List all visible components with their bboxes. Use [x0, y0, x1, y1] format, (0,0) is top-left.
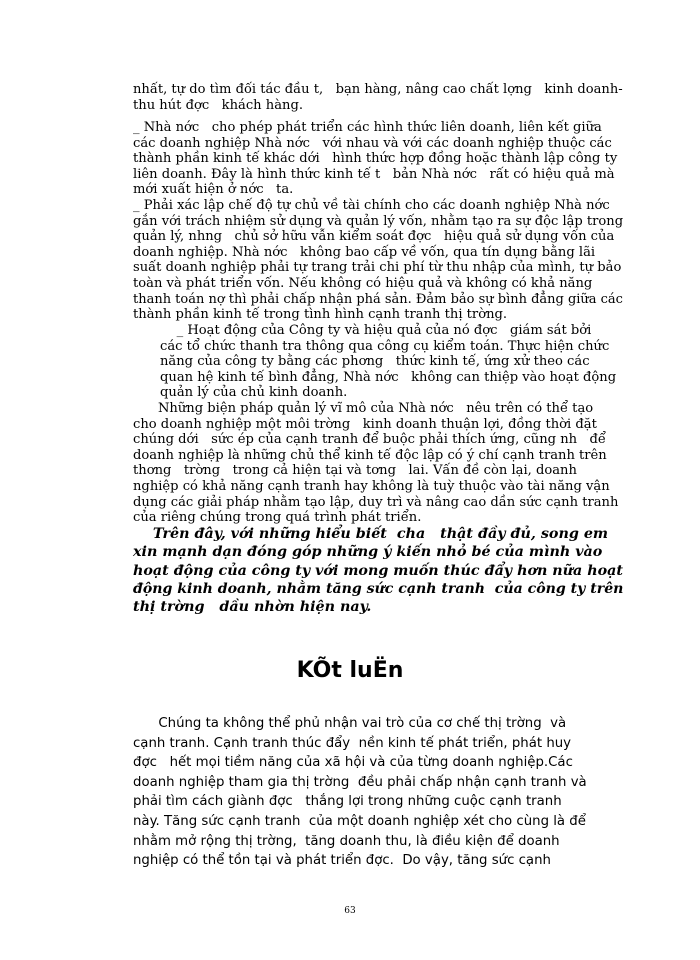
paragraph-audit-supervision [160, 323, 623, 401]
text-line: nhất, tự do tìm đối tác đầu t, bạn hàng, nâng cao chất lợng kinh doanh- [133, 82, 623, 97]
text-line: đợc hết mọi tiềm năng của xã hội và của từng doanh nghiệp.Các [133, 755, 573, 771]
text-line: _ Hoạt động của Công ty và hiệu quả của nó đợc giám sát bởi [160, 323, 592, 338]
paragraph-macro-measures [133, 401, 623, 526]
text-line: các tổ chức thanh tra thông qua công cụ kiểm toán. Thực hiện chức [160, 338, 610, 354]
closing-remarks [133, 525, 623, 616]
text-line: Trên đây, với những hiểu biết cha thật đầy đủ, song em [133, 526, 609, 542]
text-line: thanh toán nợ thì phải chấp nhận phá sản. Đảm bảo sự bình đẳng giữa các [133, 291, 623, 307]
text-line: thành phần kinh tế trong tình hình cạnh tranh thị trờng. [133, 307, 508, 323]
text-line: _ Nhà nớc cho phép phát triển các hình thức liên doanh, liên kết giữa [133, 120, 602, 135]
text-line: nhằm mở rộng thị trờng, tăng doanh thu, là điều kiện để doanh [133, 833, 560, 849]
text-line: thị trờng dầu nhờn hiện nay. [133, 599, 372, 616]
text-line: doanh nghiệp. Nhà nớc không bao cấp về vốn, qua tín dụng bằng lãi [133, 244, 596, 260]
text-line: chúng dới sức ép của cạnh tranh để buộc phải thích ứng, cũng nh để [133, 432, 606, 448]
text-line: suất doanh nghiệp phải tự trang trải chi phí từ thu nhập của mình, tự bảo [133, 260, 622, 276]
text-line: các doanh nghiệp Nhà nớc với nhau và với các doanh nghiệp thuộc các [133, 135, 612, 151]
text-line: hoạt động của công ty với mong muốn thúc đẩy hơn nữa hoạt [133, 562, 623, 579]
text-line: doanh nghiệp là những chủ thể kinh tế độc lập có ý chí cạnh tranh trên [133, 447, 607, 463]
paragraph-financial-autonomy [133, 198, 623, 323]
text-line: của riêng chúng trong quá trình phát triển. [133, 510, 422, 526]
text-line: thành phần kinh tế khác dới hình thức hợp đồng hoặc thành lập công ty [133, 151, 618, 167]
text-line: quan hệ kinh tế bình đẳng, Nhà nớc không can thiệp vào hoạt động [160, 369, 617, 385]
text-line: gắn với trách nhiệm sử dụng và quản lý vốn, nhằm tạo ra sự độc lập trong [133, 213, 624, 229]
paragraph-joint-venture [133, 120, 623, 198]
text-line: liên doanh. Đây là hình thức kinh tế t bản Nhà nớc rất có hiệu quả mà [133, 166, 615, 182]
text-line: nghiệp có thể tồn tại và phát triển đợc. Do vậy, tăng sức cạnh [133, 853, 551, 869]
text-line: Chúng ta không thể phủ nhận vai trò của cơ chế thị trờng và [133, 716, 567, 731]
text-line: xin mạnh dạn đóng góp những ý kiến nhỏ bé của mình vào [133, 544, 603, 561]
text-line: thu hút đợc khách hàng. [133, 97, 303, 113]
text-line: _ Phải xác lập chế độ tự chủ về tài chính cho các doanh nghiệp Nhà nớc [133, 198, 610, 213]
text-line: nghiệp có khả năng cạnh tranh hay không là tuỳ thuộc vào tài năng vận [133, 478, 610, 494]
section-heading: KÕt luËn [296, 658, 404, 683]
text-line: toàn và phát triển vốn. Nếu không có hiệu quả và không có khả năng [133, 275, 593, 291]
text-line: cạnh tranh. Cạnh tranh thúc đẩy nền kinh tế phát triển, phát huy [133, 735, 572, 751]
text-line: quản lý của chủ kinh doanh. [160, 385, 348, 401]
text-line: mới xuất hiện ở nớc ta. [133, 182, 294, 198]
text-line: doanh nghiệp tham gia thị trờng đều phải chấp nhận cạnh tranh và [133, 774, 587, 790]
text-line: cho doanh nghiệp một môi trờng kinh doanh thuận lợi, đồng thời đặt [133, 416, 597, 432]
text-line: quản lý, nhng chủ sở hữu vẫn kiểm soát đợc hiệu quả sử dụng vốn của [133, 229, 615, 245]
text-line: dụng các giải pháp nhằm tạo lập, duy trì và nâng cao dần sức cạnh tranh [133, 494, 619, 510]
text-line: Những biện pháp quản lý vĩ mô của Nhà nớc nêu trên có thể tạo [133, 401, 594, 416]
text-line: này. Tăng sức cạnh tranh của một doanh nghiệp xét cho cùng là để [133, 813, 586, 829]
text-line: phải tìm cách giành đợc thắng lợi trong những cuộc cạnh tranh [133, 794, 562, 810]
conclusion-paragraph [133, 714, 623, 871]
text-line: thơng trờng trong cả hiện tại và tơng lai. Vấn đề còn lại, doanh [133, 463, 577, 479]
paragraph-intro-continuation [133, 82, 623, 113]
text-line: động kinh doanh, nhằm tăng sức cạnh tranh của công ty trên [133, 580, 624, 597]
text-line: năng của công ty bằng các phơng thức kinh tế, ứng xử theo các [160, 354, 590, 370]
page-number: 63 [344, 906, 356, 916]
